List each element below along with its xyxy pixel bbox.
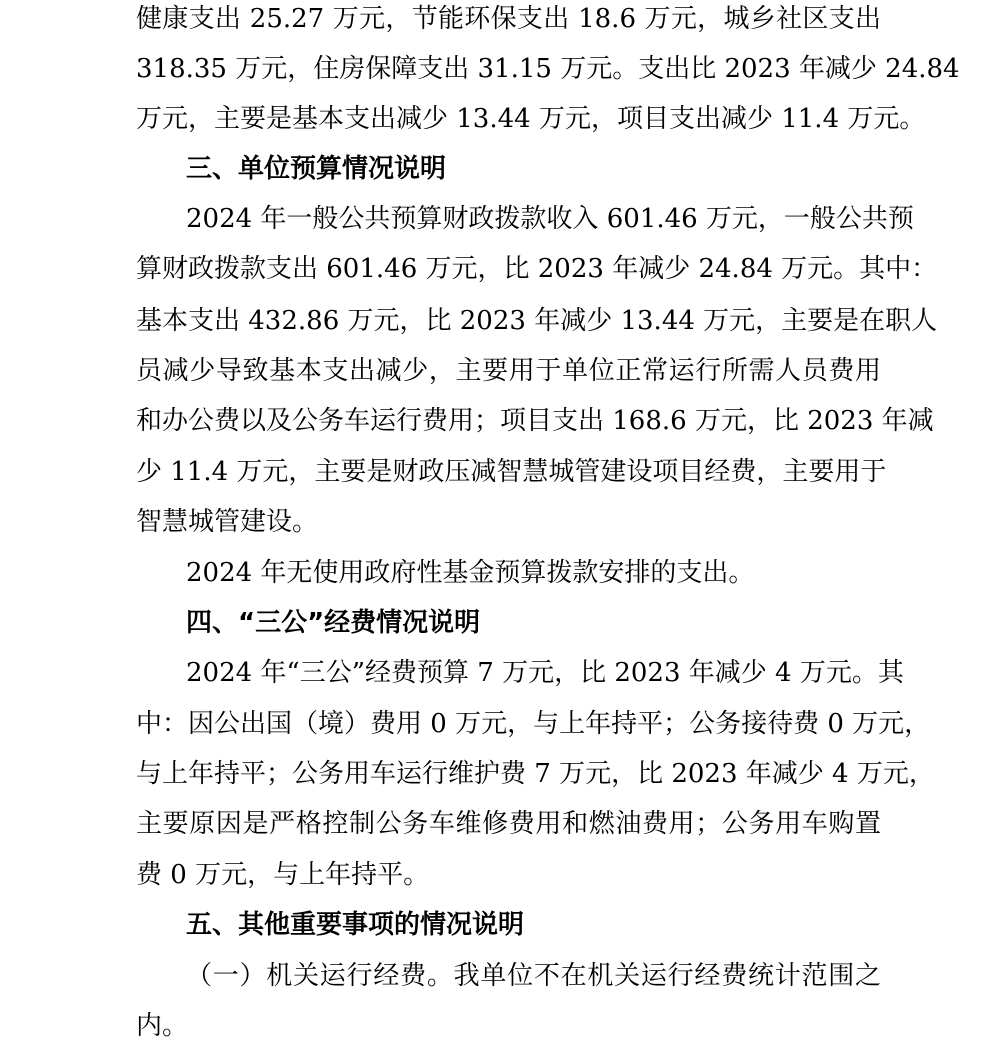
paragraph-line: 318.35 万元，住房保障支出 31.15 万元。支出比 2023 年减少 24.84: [136, 54, 960, 84]
paragraph-line: 与上年持平；公务用车运行维护费 7 万元，比 2023 年减少 4 万元，: [136, 759, 935, 789]
paragraph-line: 和办公费以及公务车运行费用；项目支出 168.6 万元，比 2023 年减: [136, 406, 934, 436]
section-heading-4: 四、“三公”经费情况说明: [186, 608, 481, 638]
section-heading-3: 三、单位预算情况说明: [186, 154, 447, 184]
paragraph-line: 主要原因是严格控制公务车维修费用和燃油费用；公务用车购置: [136, 809, 881, 839]
section-heading-5: 五、其他重要事项的情况说明: [186, 910, 525, 940]
paragraph-line: 智慧城管建设。: [136, 507, 319, 537]
paragraph-line: 2024 年无使用政府性基金预算拨款安排的支出。: [186, 558, 755, 588]
paragraph-line: 万元，主要是基本支出减少 13.44 万元，项目支出减少 11.4 万元。: [136, 104, 926, 134]
paragraph-line: （一）机关运行经费。我单位不在机关运行经费统计范围之: [186, 961, 881, 991]
paragraph-line: 2024 年一般公共预算财政拨款收入 601.46 万元，一般公共预: [186, 204, 914, 234]
paragraph-line: 算财政拨款支出 601.46 万元，比 2023 年减少 24.84 万元。其中：: [136, 254, 938, 284]
paragraph-line: 内。: [136, 1011, 189, 1041]
paragraph-line: 基本支出 432.86 万元，比 2023 年减少 13.44 万元，主要是在职人: [136, 306, 938, 336]
paragraph-line: 健康支出 25.27 万元，节能环保支出 18.6 万元，城乡社区支出: [136, 4, 881, 34]
paragraph-line: 2024 年“三公”经费预算 7 万元，比 2023 年减少 4 万元。其: [186, 658, 904, 688]
paragraph-line: 中：因公出国（境）费用 0 万元，与上年持平；公务接待费 0 万元，: [136, 709, 931, 739]
paragraph-line: 费 0 万元，与上年持平。: [136, 860, 430, 890]
paragraph-line: 员减少导致基本支出减少，主要用于单位正常运行所需人员费用: [136, 356, 881, 386]
paragraph-line: 少 11.4 万元，主要是财政压减智慧城管建设项目经费，主要用于: [136, 457, 887, 487]
